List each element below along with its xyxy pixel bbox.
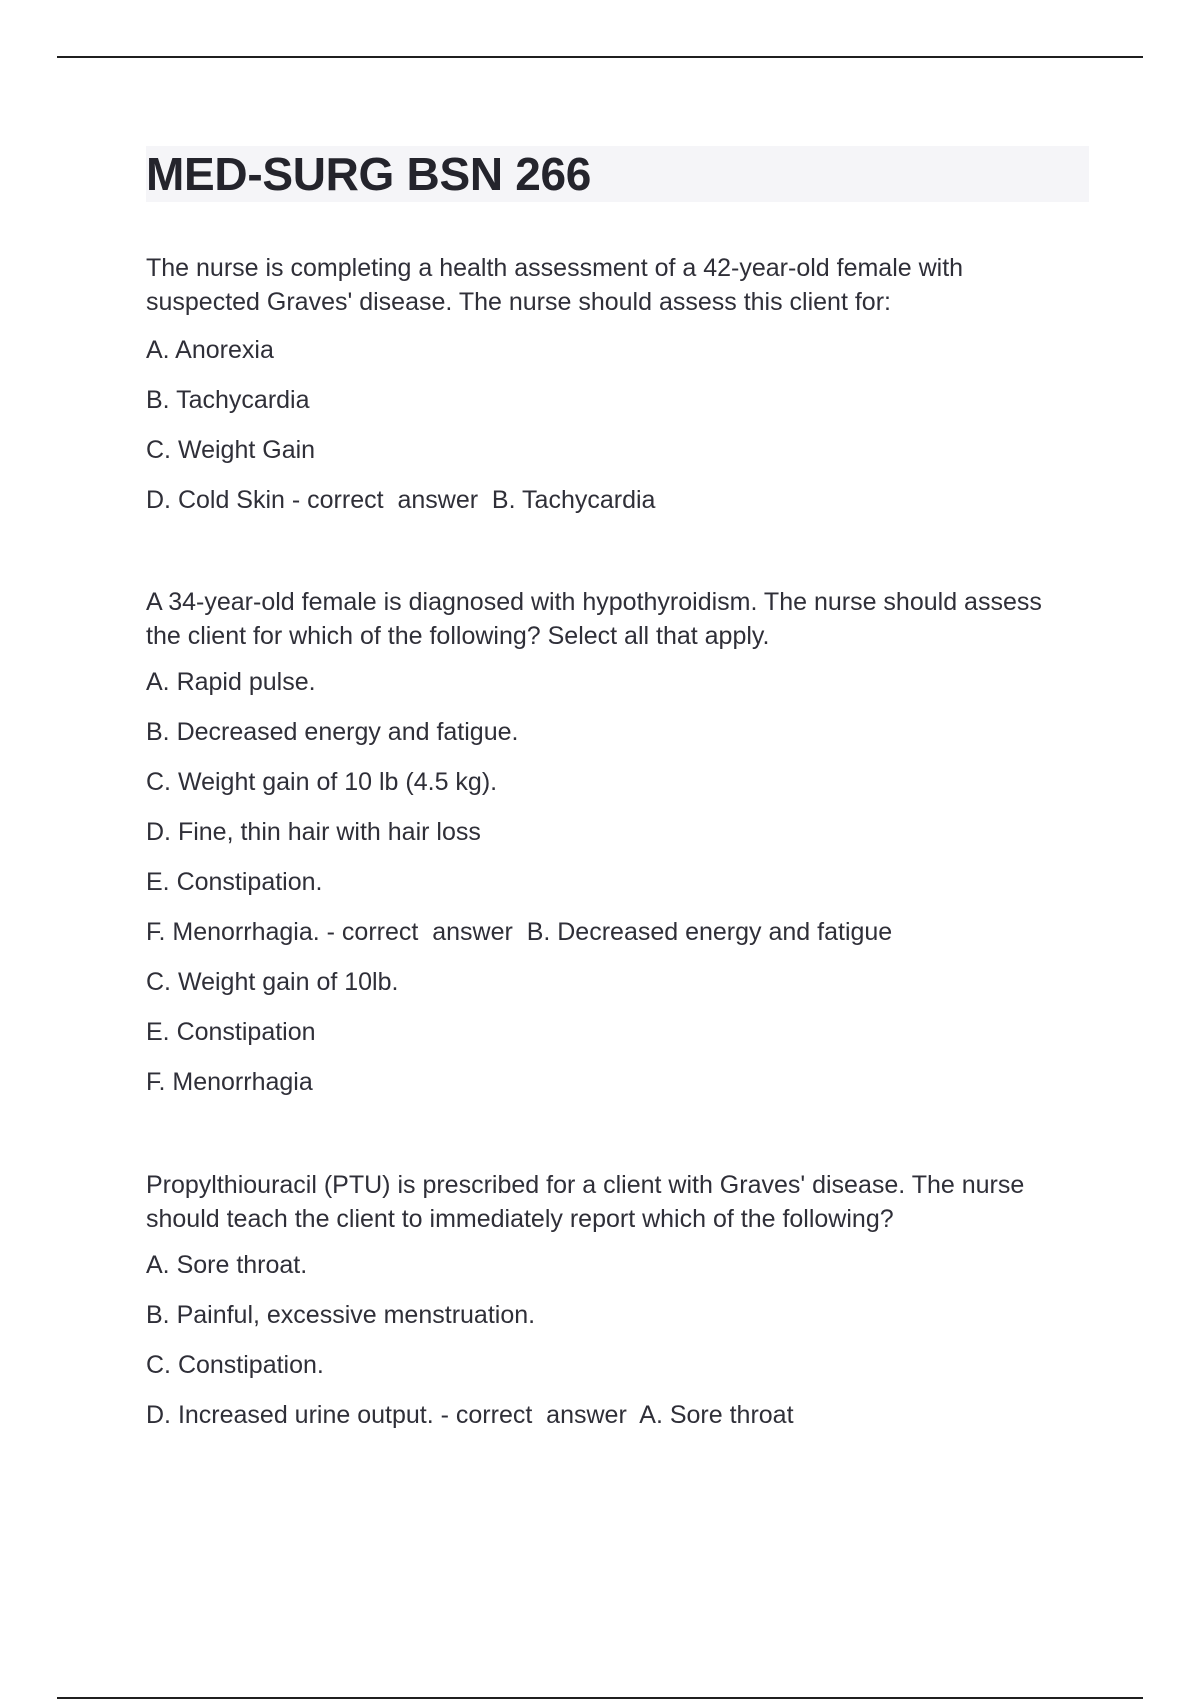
option-line: E. Constipation. bbox=[146, 868, 323, 896]
question-stem: The nurse is completing a health assessment of a 42-year-old female with suspected Graves' disease. The nurse should assess this client for: bbox=[146, 254, 964, 316]
page-title: MED-SURG BSN 266 bbox=[146, 148, 592, 200]
option-line: C. Weight Gain bbox=[146, 436, 316, 464]
answer-line: C. Weight gain of 10lb. bbox=[146, 968, 399, 996]
question-block bbox=[146, 1168, 1066, 1432]
option-line: B. Decreased energy and fatigue. bbox=[146, 718, 519, 746]
question-block bbox=[146, 585, 1066, 1099]
option-line-with-answer: D. Cold Skin - correct answer B. Tachycardia bbox=[146, 486, 656, 514]
answer-line: F. Menorrhagia bbox=[146, 1068, 313, 1096]
option-line: B. Tachycardia bbox=[146, 386, 310, 414]
option-line-with-answer: D. Increased urine output. - correct answer A. Sore throat bbox=[146, 1401, 794, 1429]
top-divider bbox=[57, 56, 1143, 58]
bottom-divider bbox=[57, 1697, 1143, 1699]
option-line: A. Rapid pulse. bbox=[146, 668, 316, 696]
option-line: C. Weight gain of 10 lb (4.5 kg). bbox=[146, 768, 498, 796]
option-line: A. Anorexia bbox=[146, 336, 274, 364]
option-line: B. Painful, excessive menstruation. bbox=[146, 1301, 536, 1329]
option-line: C. Constipation. bbox=[146, 1351, 324, 1379]
question-block bbox=[146, 251, 1066, 517]
option-line-with-answer: F. Menorrhagia. - correct answer B. Decreased energy and fatigue bbox=[146, 918, 893, 946]
option-line: D. Fine, thin hair with hair loss bbox=[146, 818, 481, 846]
question-stem: Propylthiouracil (PTU) is prescribed for a client with Graves' disease. The nurse should teach the client to immediately report which of the following? bbox=[146, 1171, 1025, 1233]
question-stem: A 34-year-old female is diagnosed with hypothyroidism. The nurse should assess the client for which of the following? Select all that apply. bbox=[146, 588, 1042, 650]
option-line: A. Sore throat. bbox=[146, 1251, 308, 1279]
answer-line: E. Constipation bbox=[146, 1018, 316, 1046]
